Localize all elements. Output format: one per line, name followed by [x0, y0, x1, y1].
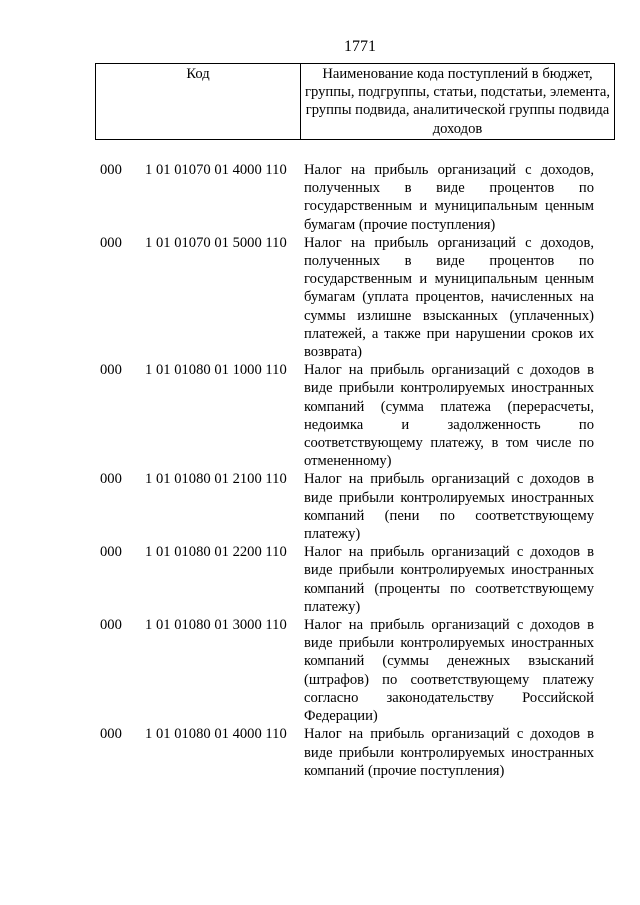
revenue-code: 1 01 01080 01 3000 110: [145, 617, 287, 634]
table-row: [0, 725, 640, 780]
admin-code: 000: [100, 362, 122, 379]
revenue-code: 1 01 01070 01 4000 110: [145, 162, 287, 178]
table-row: [0, 616, 640, 725]
revenue-name: Налог на прибыль организаций с доходов в виде прибыли контролируемых иностранных компаний (прочие поступления): [304, 726, 594, 779]
table-row: [0, 361, 640, 470]
revenue-code: 1 01 01080 01 2100 110: [145, 471, 287, 488]
admin-code: 000: [100, 726, 122, 743]
revenue-code: 1 01 01080 01 2200 110: [145, 544, 287, 561]
page-number: 1771: [344, 38, 376, 55]
code-list: [0, 161, 640, 780]
revenue-name: Налог на прибыль организаций с доходов в виде прибыли контролируемых иностранных компаний (пени по соответствующему платежу): [304, 471, 594, 543]
revenue-name: Налог на прибыль организаций с доходов в виде прибыли контролируемых иностранных компаний (суммы денежных взысканий (штрафов) по соответствующему платежу согласно законодательству Российской Федерации): [304, 617, 594, 725]
revenue-name: Налог на прибыль организаций с доходов в виде прибыли контролируемых иностранных компаний (сумма платежа (перерасчеты, недоимка и задолженность по соответствующему платежу, в том числе по отмененному): [304, 362, 594, 470]
table-row: [0, 543, 640, 616]
admin-code: 000: [100, 234, 122, 251]
table-row: [0, 470, 640, 543]
admin-code: 000: [100, 544, 122, 561]
table-row: [0, 161, 640, 234]
table-header: [95, 63, 615, 140]
revenue-name: Налог на прибыль организаций с доходов в виде прибыли контролируемых иностранных компаний (проценты по соответствующему платежу): [304, 544, 594, 615]
revenue-name: Налог на прибыль организаций с доходов, полученных в виде процентов по государственным и муниципальным ценным бумагам (прочие поступления): [304, 162, 594, 233]
revenue-code: 1 01 01080 01 4000 110: [145, 726, 287, 743]
admin-code: 000: [100, 162, 122, 178]
table-row: [0, 234, 640, 361]
name-column-header: Наименование кода поступлений в бюджет, группы, подгруппы, статьи, подстатьи, элемента, группы подвида, аналитической группы подвида доходов: [305, 66, 610, 137]
revenue-code: 1 01 01070 01 5000 110: [145, 234, 287, 251]
code-column-header: Код: [96, 64, 301, 139]
admin-code: 000: [100, 617, 122, 634]
revenue-name: Налог на прибыль организаций с доходов, полученных в виде процентов по государственным и муниципальным ценным бумагам (уплата процентов, начисленных на суммы излишне взысканных (уплаченных) платежей, а также при нарушении сроков их возврата): [304, 234, 594, 361]
admin-code: 000: [100, 471, 122, 488]
revenue-code: 1 01 01080 01 1000 110: [145, 362, 287, 379]
